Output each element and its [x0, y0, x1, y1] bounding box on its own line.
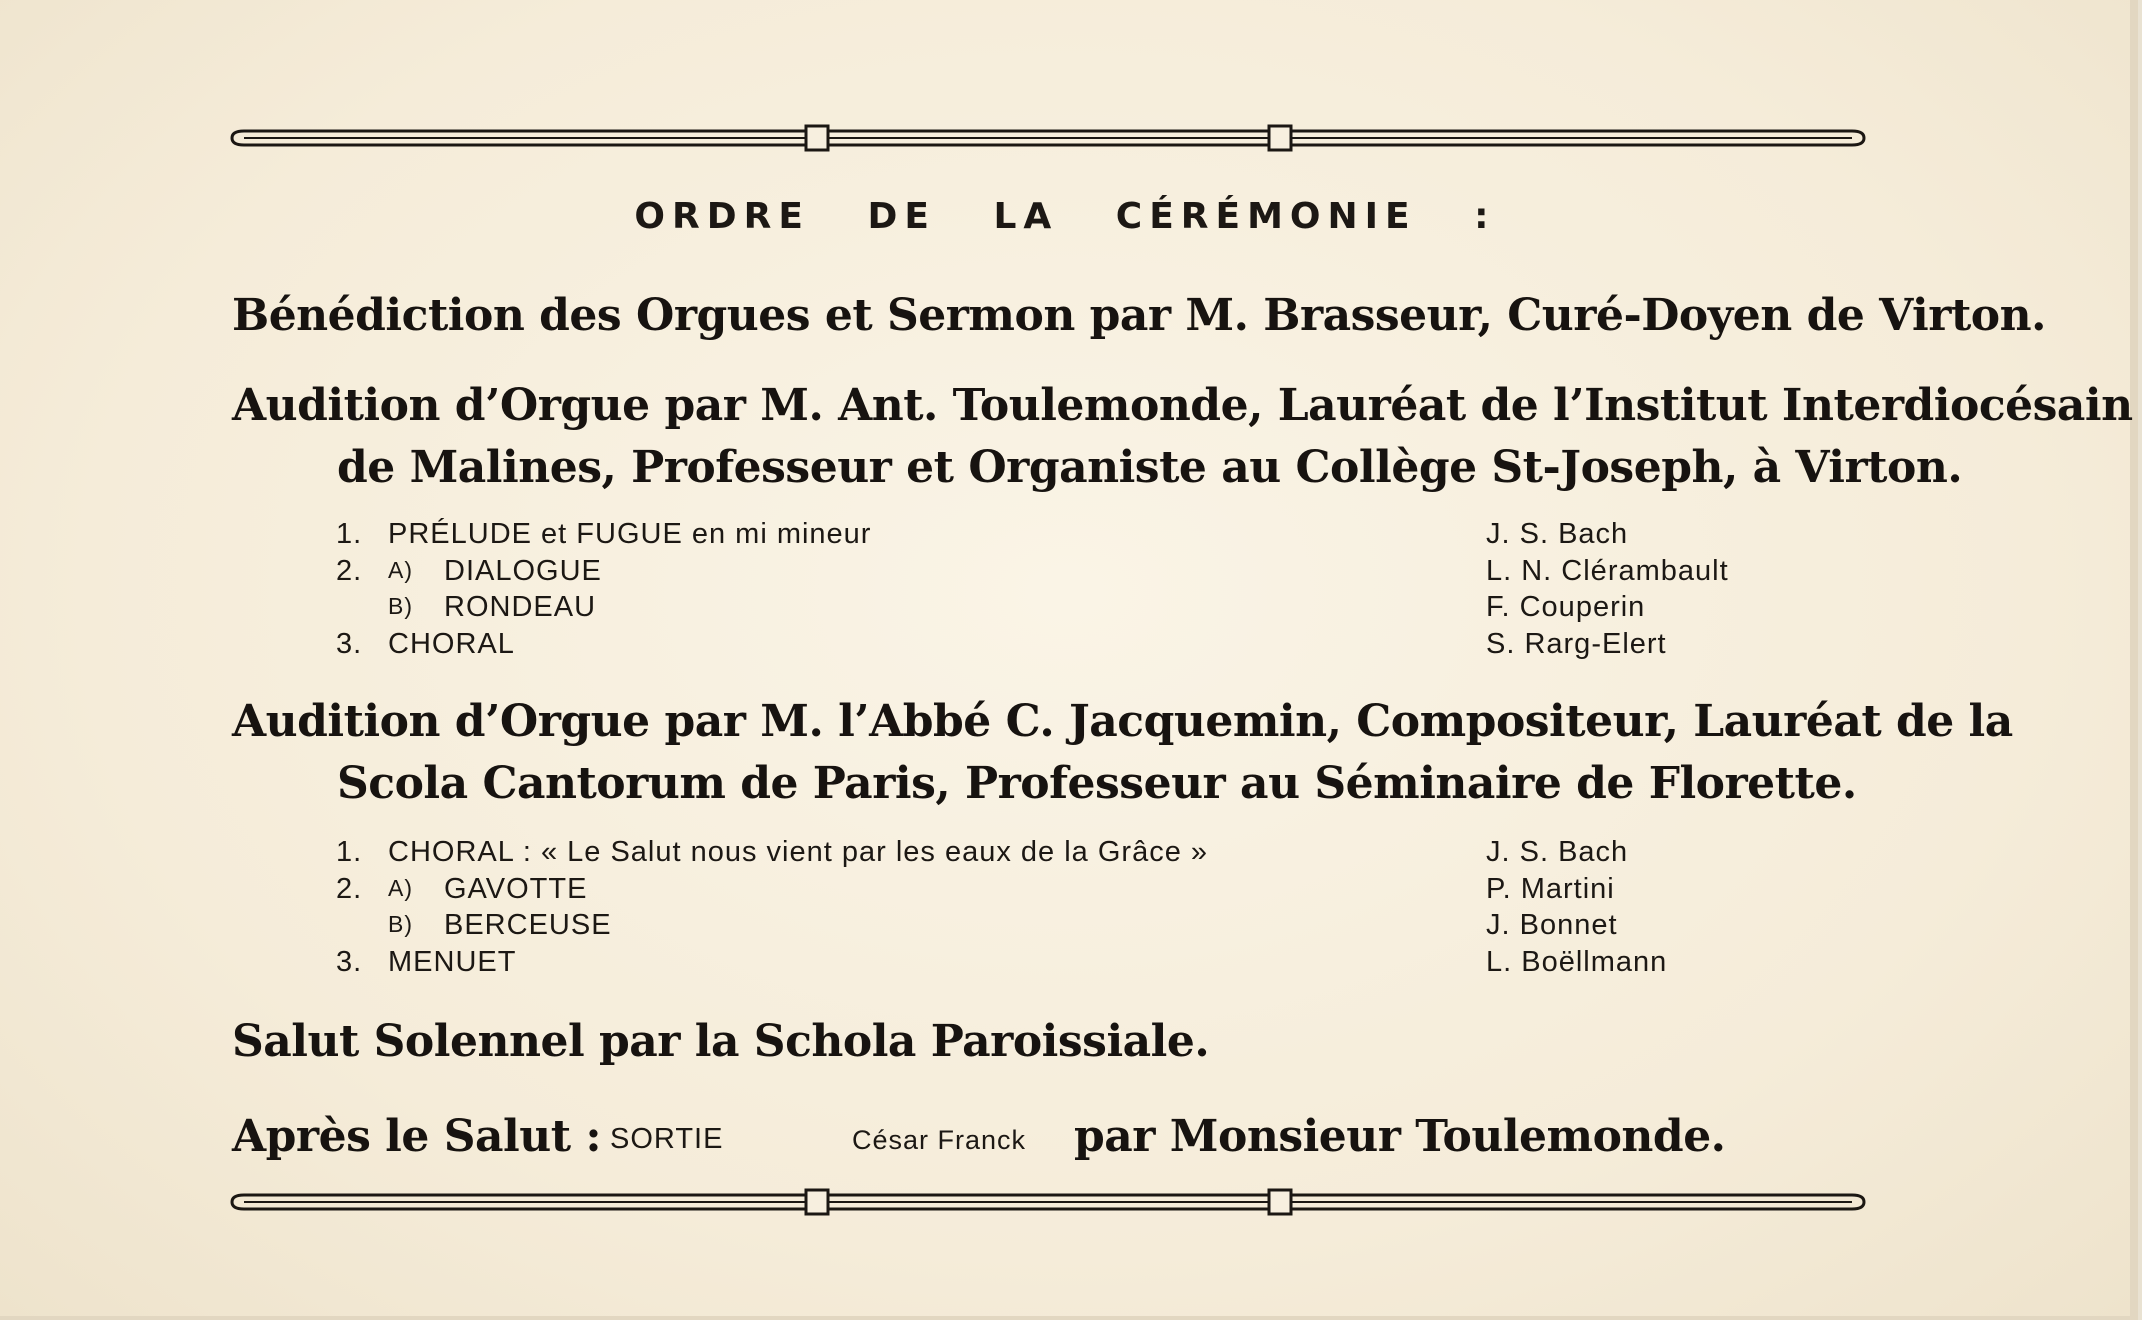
ceremony-heading: ORDRE DE LA CÉRÉMONIE : — [634, 196, 1496, 237]
jacquemin-audition-line1: Audition d’Orgue par M. l’Abbé C. Jacquemin, Compositeur, Lauréat de la — [232, 696, 2013, 747]
programme-row — [336, 518, 1776, 555]
closing-piece: SORTIE — [610, 1123, 724, 1155]
piece-title: PRÉLUDE et FUGUE en mi mineur — [388, 518, 872, 550]
composer-name: J. S. Bach — [1486, 836, 1629, 868]
bottom-ornament-rule — [230, 1182, 1866, 1222]
composer-name: J. S. Bach — [1486, 518, 1629, 550]
item-number: 2. — [336, 872, 363, 905]
closing-line — [232, 1100, 1932, 1170]
programme-jacquemin — [336, 836, 1776, 982]
programme-row — [336, 946, 1776, 983]
closing-composer: César Franck — [852, 1125, 1027, 1155]
item-letter: A) — [388, 556, 413, 583]
closing-lead: Après le Salut : — [232, 1111, 602, 1162]
programme-row — [336, 555, 1776, 592]
item-number: 2. — [336, 554, 363, 587]
toulemonde-audition-line1: Audition d’Orgue par M. Ant. Toulemonde, Lauréat de l’Institut Interdiocésain — [232, 380, 2133, 431]
piece-title: MENUET — [388, 945, 517, 978]
item-number: 1. — [336, 836, 363, 868]
jacquemin-audition-line2: Scola Cantorum de Paris, Professeur au Séminaire de Florette. — [337, 758, 1857, 809]
programme-row — [336, 628, 1776, 665]
item-letter: B) — [388, 593, 413, 619]
composer-name: L. Boëllmann — [1486, 945, 1668, 978]
item-number: 3. — [336, 945, 363, 978]
toulemonde-audition-line2: de Malines, Professeur et Organiste au Collège St-Joseph, à Virton. — [337, 442, 1963, 493]
composer-name: J. Bonnet — [1486, 909, 1618, 941]
programme-row — [336, 909, 1776, 946]
composer-name: S. Rarg-Elert — [1486, 627, 1667, 660]
programme-row — [336, 836, 1776, 873]
piece-title: CHORAL — [388, 627, 515, 660]
piece-title: CHORAL : « Le Salut nous vient par les eaux de la Grâce » — [388, 836, 1209, 868]
item-letter: B) — [388, 911, 413, 937]
item-number: 1. — [336, 518, 363, 550]
item-letter: A) — [388, 874, 413, 901]
programme-row — [336, 591, 1776, 628]
piece-title: RONDEAU — [444, 591, 597, 623]
salut-solennel-line: Salut Solennel par la Schola Paroissiale. — [232, 1016, 1210, 1067]
programme-row — [336, 873, 1776, 910]
top-ornament-rule — [230, 118, 1866, 158]
programme-toulemonde — [336, 518, 1776, 664]
piece-title: GAVOTTE — [444, 872, 588, 905]
item-number: 3. — [336, 627, 363, 660]
piece-title: DIALOGUE — [444, 554, 602, 587]
blessing-line: Bénédiction des Orgues et Sermon par M. Brasseur, Curé-Doyen de Virton. — [232, 290, 2046, 341]
composer-name: F. Couperin — [1486, 591, 1646, 623]
piece-title: BERCEUSE — [444, 909, 612, 941]
composer-name: L. N. Clérambault — [1486, 554, 1729, 587]
closing-performer: par Monsieur Toulemonde. — [1074, 1111, 1726, 1162]
composer-name: P. Martini — [1486, 872, 1615, 905]
